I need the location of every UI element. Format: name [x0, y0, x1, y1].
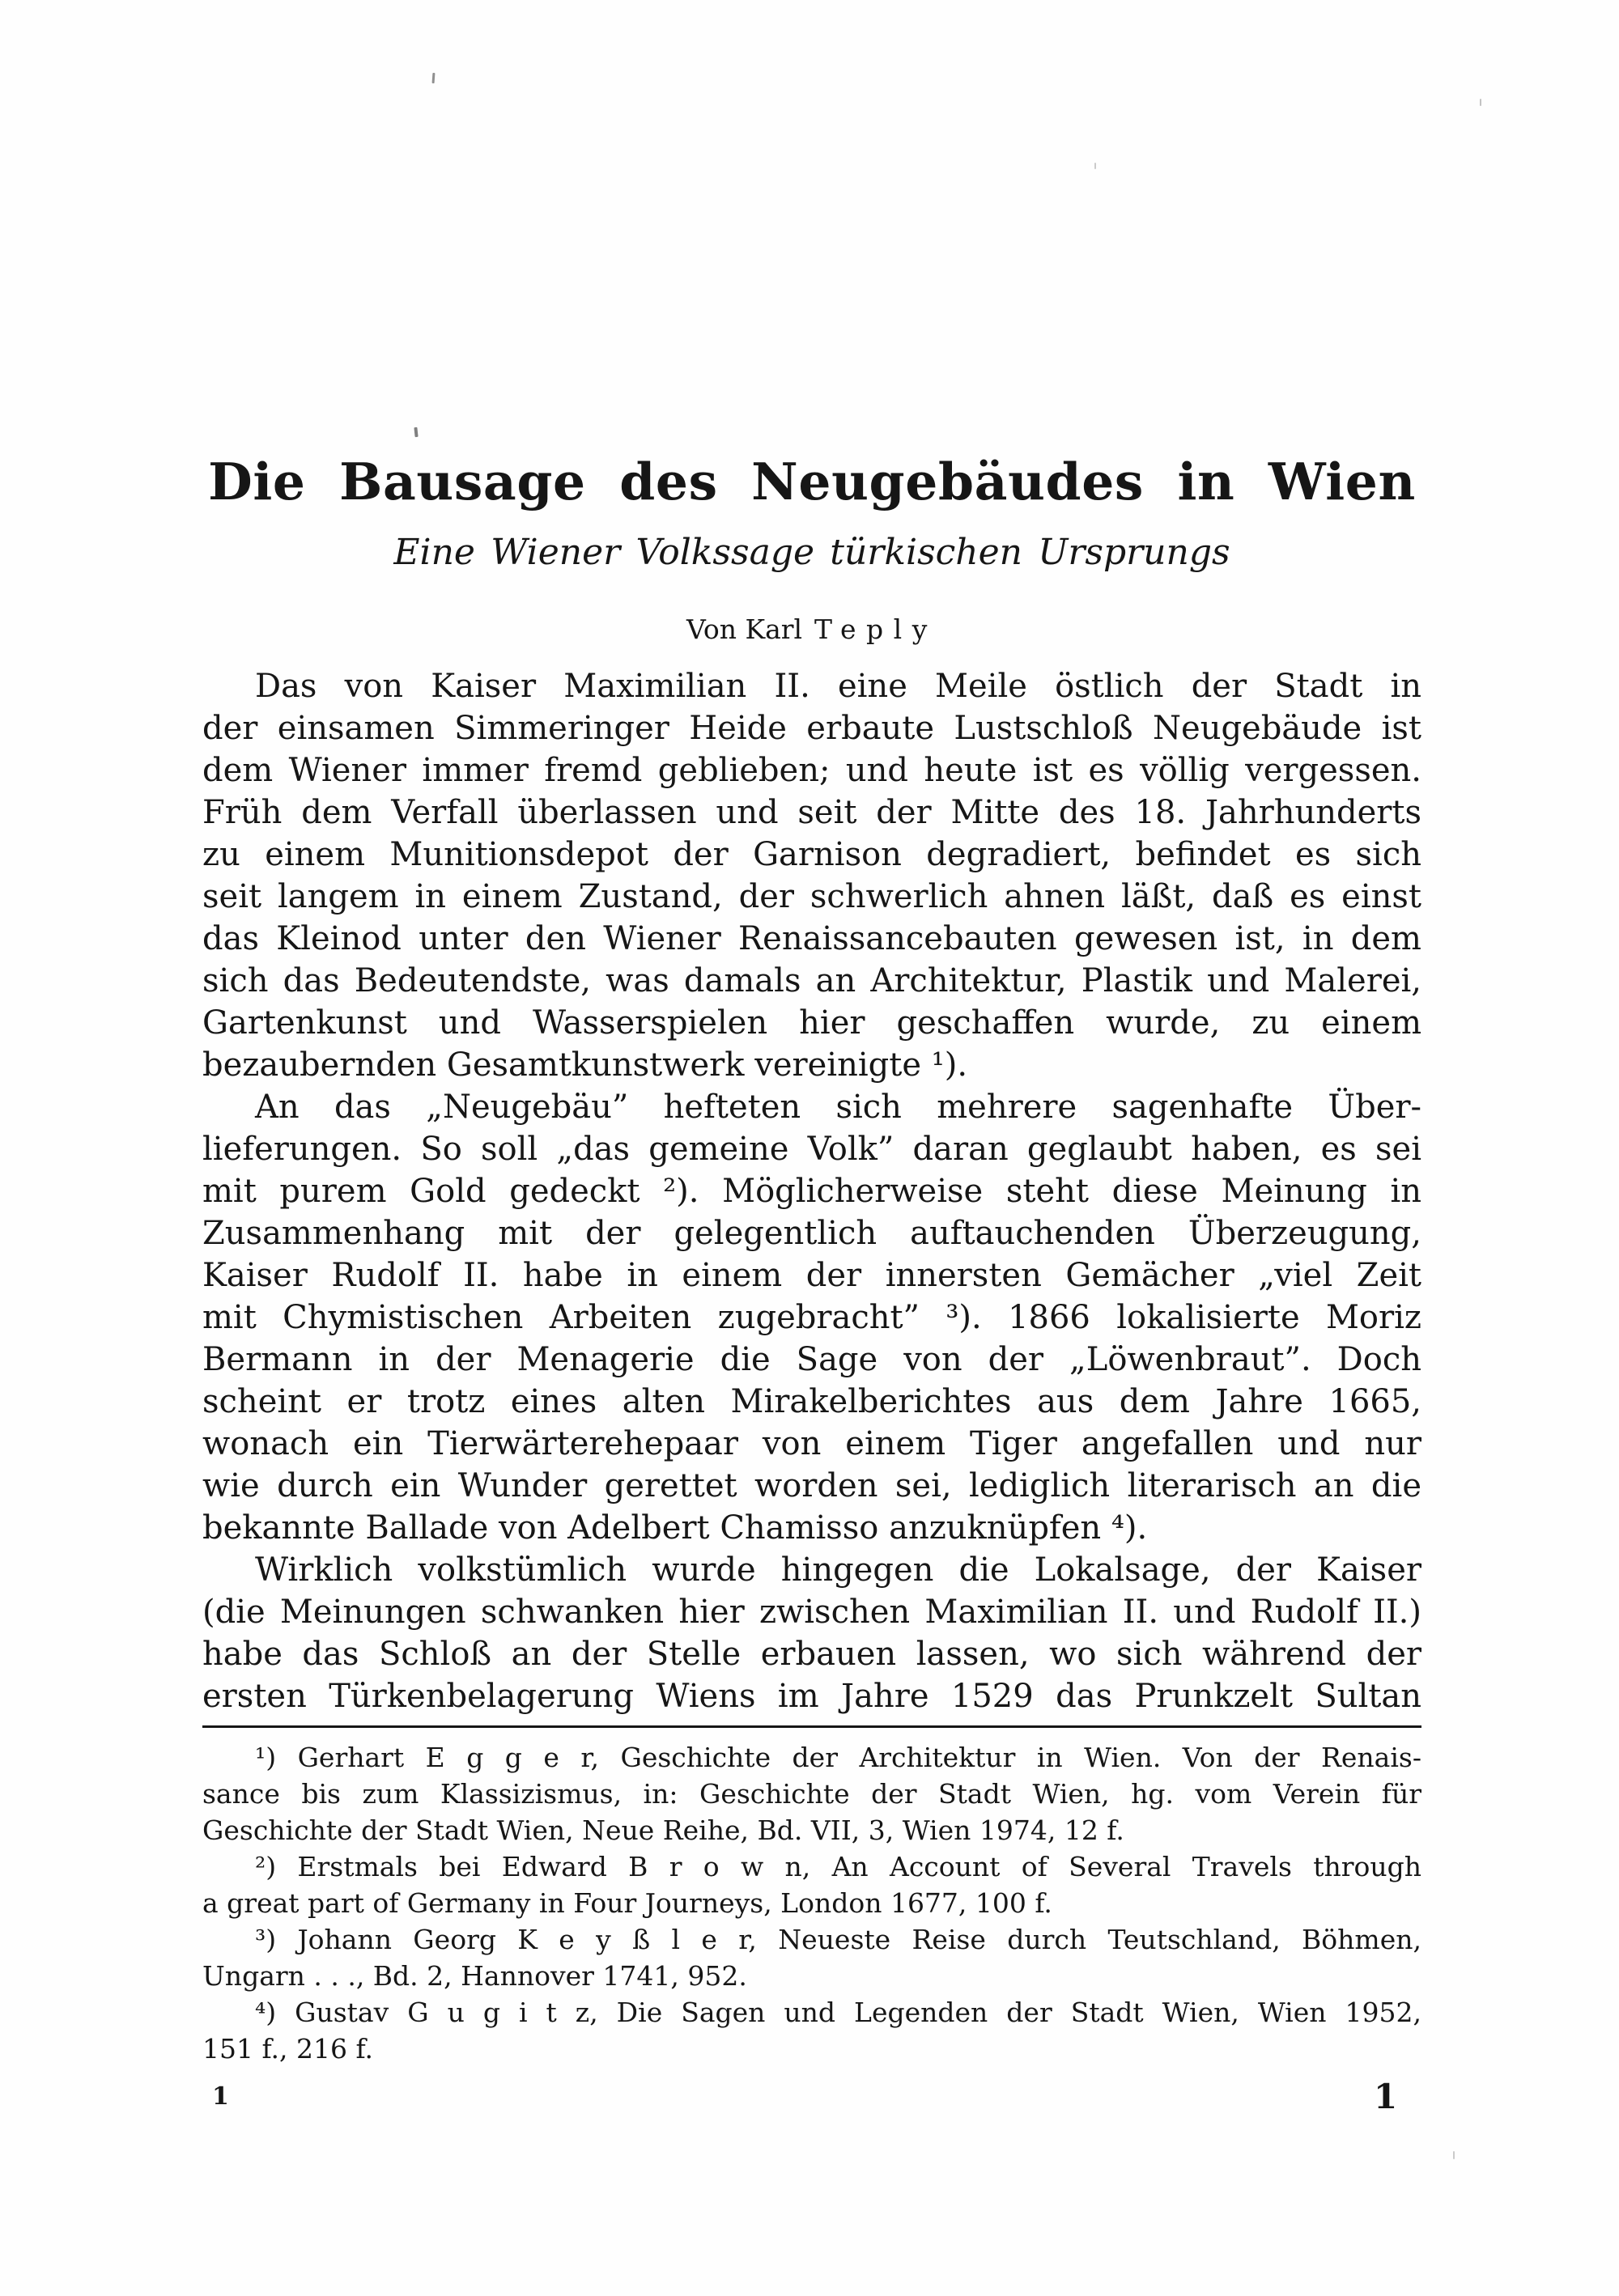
text-line: habe das Schloß an der Stelle erbauen lassen, wo sich während der — [202, 1636, 1421, 1673]
text-line: mit Chymistischen Arbeiten zugebracht” ³). 1866 lokalisierte Moriz — [202, 1299, 1421, 1336]
footnotes — [202, 1739, 1421, 2067]
text-line: Kaiser Rudolf II. habe in einem der innersten Gemächer „viel Zeit — [202, 1257, 1421, 1294]
text-line: scheint er trotz eines alten Mirakelberichtes aus dem Jahre 1665, — [202, 1383, 1421, 1420]
text-line: a great part of Germany in Four Journeys, London 1677, 100 f. — [202, 1887, 1052, 1919]
article-title: Die Bausage des Neugebäudes in Wien — [208, 452, 1416, 511]
paragraph — [202, 1739, 1421, 1848]
paragraph — [202, 1086, 1421, 1549]
text-line: dem Wiener immer fremd geblieben; und heute ist es völlig vergessen. — [202, 752, 1421, 789]
text-line: (die Meinungen schwanken hier zwischen Maximilian II. und Rudolf II.) — [202, 1594, 1421, 1631]
text-line: An das „Neugebäu” hefteten sich mehrere sagenhafte Über- — [255, 1089, 1421, 1126]
article-subtitle: Eine Wiener Volkssage türkischen Ursprungs — [393, 532, 1230, 573]
text-line: bezaubernden Gesamtkunstwerk vereinigte ¹). — [202, 1046, 968, 1084]
text-line: das Kleinod unter den Wiener Renaissancebauten gewesen ist, in dem — [202, 920, 1421, 957]
text-block — [202, 453, 1421, 2067]
text-line: Ungarn . . ., Bd. 2, Hannover 1741, 952. — [202, 1960, 747, 1992]
paragraph — [202, 1549, 1421, 1717]
footnote-separator — [202, 1725, 1421, 1728]
text-line: ersten Türkenbelagerung Wiens im Jahre 1529 das Prunkzelt Sultan — [202, 1678, 1421, 1715]
text-line: sich das Bedeutendste, was damals an Architektur, Plastik und Malerei, — [202, 962, 1421, 999]
paragraph — [202, 1994, 1421, 2067]
text-line: bekannte Ballade von Adelbert Chamisso anzuknüpfen ⁴). — [202, 1509, 1148, 1547]
text-line: sance bis zum Klassizismus, in: Geschichte der Stadt Wien, hg. vom Verein für — [202, 1778, 1421, 1810]
text-line: der einsamen Simmeringer Heide erbaute Lustschloß Neugebäude ist — [202, 710, 1421, 747]
text-line: ²) Erstmals bei Edward B r o w n, An Account of Several Travels through — [255, 1851, 1421, 1882]
paragraph — [202, 1848, 1421, 1921]
text-line: 151 f., 216 f. — [202, 2033, 373, 2065]
text-line: Geschichte der Stadt Wien, Neue Reihe, Bd. VII, 3, Wien 1974, 12 f. — [202, 1814, 1124, 1846]
text-line: ⁴) Gustav G u g i t z, Die Sagen und Legenden der Stadt Wien, Wien 1952, — [255, 1997, 1421, 2028]
body-paragraphs — [202, 665, 1421, 1717]
text-line: Zusammenhang mit der gelegentlich auftauchenden Überzeugung, — [202, 1215, 1421, 1252]
text-line: seit langem in einem Zustand, der schwerlich ahnen läßt, daß es einst — [202, 878, 1421, 915]
byline — [202, 613, 1421, 646]
text-line: ³) Johann Georg K e y ß l e r, Neueste Reise durch Teutschland, Böhmen, — [255, 1924, 1421, 1955]
text-line: zu einem Munitionsdepot der Garnison degradiert, befindet es sich — [202, 836, 1421, 873]
scan-speck — [1480, 99, 1481, 106]
text-line: Bermann in der Menagerie die Sage von der „Löwenbraut”. Doch — [202, 1341, 1421, 1378]
paragraph — [202, 1921, 1421, 1994]
text-line: Früh dem Verfall überlassen und seit der Mitte des 18. Jahrhunderts — [202, 794, 1421, 831]
text-line: Das von Kaiser Maximilian II. eine Meile östlich der Stadt in — [255, 668, 1421, 705]
text-line: ¹) Gerhart E g g e r, Geschichte der Architektur in Wien. Von der Renais- — [255, 1742, 1421, 1773]
text-line: mit purem Gold gedeckt ²). Möglicherweise steht diese Meinung in — [202, 1173, 1421, 1210]
text-line: lieferungen. So soll „das gemeine Volk” daran geglaubt haben, es sei — [202, 1131, 1421, 1168]
scan-speck — [1094, 163, 1096, 169]
byline-author-name: Teply — [814, 613, 937, 645]
signature-mark: 1 — [212, 2082, 229, 2111]
scan-speck — [1453, 2151, 1455, 2159]
text-line: Gartenkunst und Wasserspielen hier geschaffen wurde, zu einem — [202, 1004, 1421, 1042]
scan-speck — [414, 427, 418, 437]
text-line: wie durch ein Wunder gerettet worden sei, lediglich literarisch an die — [202, 1467, 1421, 1504]
text-line: wonach ein Tierwärterehepaar von einem Tiger angefallen und nur — [202, 1425, 1421, 1462]
byline-prefix: Von Karl — [686, 613, 803, 645]
scan-speck — [432, 73, 436, 83]
page-number: 1 — [1374, 2077, 1398, 2116]
paragraph — [202, 665, 1421, 1086]
text-line: Wirklich volkstümlich wurde hingegen die Lokalsage, der Kaiser — [255, 1551, 1421, 1589]
